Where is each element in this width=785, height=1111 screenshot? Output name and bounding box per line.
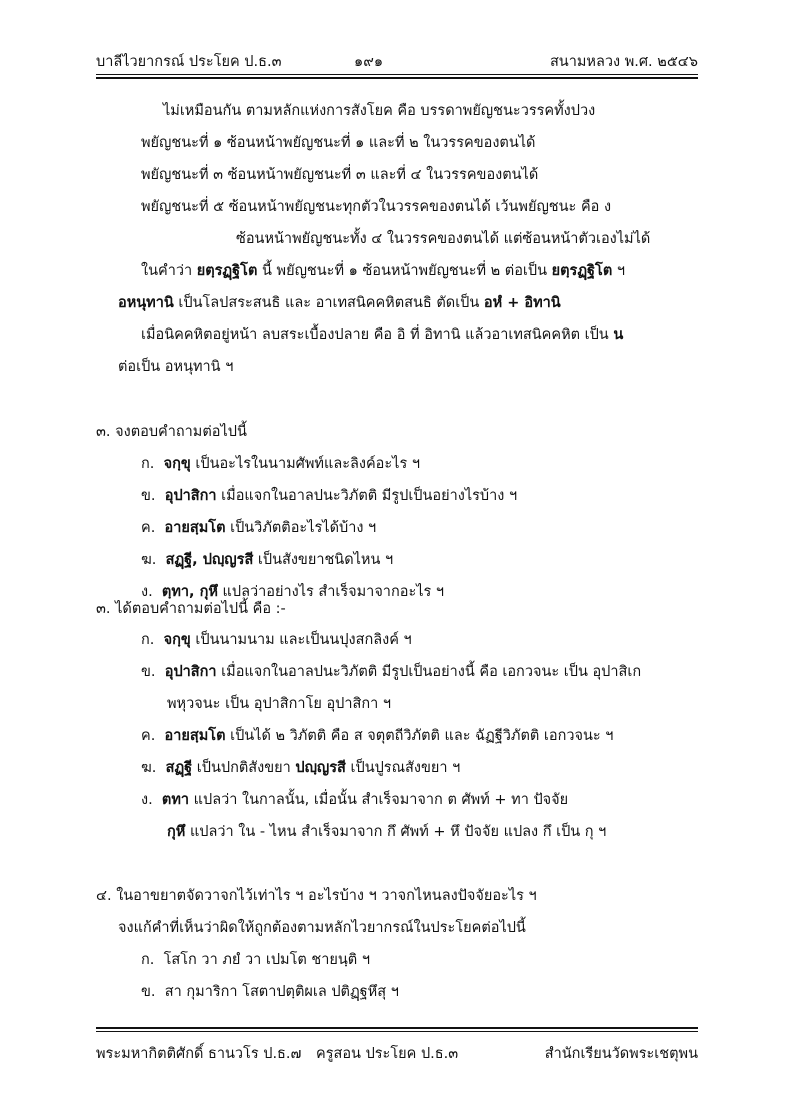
header-right: สนามหลวง พ.ศ. ๒๕๔๖ [549, 54, 698, 70]
question-4-instruction: จงแก้คำที่เห็นว่าผิดให้ถูกต้องตามหลักไวยากรณ์ในประโยคต่อไปนี้ [118, 920, 526, 936]
item-text: แปลว่า ในกาลนั้น, เมื่อนั้น สำเร็จมาจาก ต ศัพท์ + ทา ปัจจัย [189, 792, 569, 808]
body-line-8 [141, 325, 623, 345]
pali-word: อหนุทานิ [118, 295, 174, 311]
pali-word: ปญฺญรสี [295, 760, 346, 776]
body-line-6 [141, 261, 625, 281]
answer-3-item [141, 758, 460, 778]
item-number: ง. [141, 792, 153, 808]
footer-left: พระมหากิตติศักดิ์ ธานวโร ป.ธ.๗ [96, 1046, 302, 1062]
pali-word: ตทา [161, 792, 190, 808]
pali-word: สฏฺฐี, ปญฺญรสี [165, 552, 254, 568]
item-text: แปลว่าอย่างไร สำเร็จมาจากอะไร ฯ [217, 584, 445, 600]
item-number: ข. [141, 664, 156, 680]
text-run: นี้ พยัญชนะที่ ๑ ซ้อนหน้าพยัญชนะที่ ๒ ต่อเป็น [257, 263, 552, 279]
header-rule-thick [96, 77, 698, 79]
footer-rule-thin [96, 1031, 698, 1032]
pali-word: อุปาสิกา [164, 488, 217, 504]
question-4-item [141, 950, 370, 970]
item-number: ฆ. [141, 552, 157, 568]
item-number: ก. [141, 456, 155, 472]
header-left: บาลีไวยากรณ์ ประโยค ป.ธ.๓ [96, 54, 282, 70]
footer-right: สำนักเรียนวัดพระเชตุพน [544, 1046, 698, 1062]
item-text: เป็นได้ ๒ วิภัตติ คือ ส จตุตถีวิภัตติ และ ฉัฏฐีวิภัตติ เอกวจนะ ฯ [225, 728, 614, 744]
question-3-item [141, 550, 393, 570]
item-text: โสโก วา ภยํ วา เปมโต ชายนฺติ ฯ [163, 952, 370, 968]
item-number: ค. [141, 520, 156, 536]
answer-3-continuation [167, 822, 606, 842]
header-rule-thin [96, 74, 698, 75]
item-text: เป็นวิภัตติอะไรได้บ้าง ฯ [225, 520, 377, 536]
body-line-7 [118, 293, 561, 313]
item-text: เมื่อแจกในอาลปนะวิภัตติ มีรูปเป็นอย่างไรบ้าง ฯ [216, 488, 518, 504]
answer-3-item [141, 726, 613, 746]
body-line-9: ต่อเป็น อหนุทานิ ฯ [118, 359, 234, 375]
pali-word: น [613, 327, 624, 343]
item-number: ข. [141, 984, 156, 1000]
text-run: ในคำว่า [141, 263, 197, 279]
pali-word: อุปาสิกา [164, 664, 217, 680]
item-text: เป็นอะไรในนามศัพท์และลิงค์อะไร ฯ [190, 456, 420, 472]
answer-3-item [141, 630, 412, 650]
question-4-title: ๔. ในอาขยาตจัดวาจกไว้เท่าไร ฯ อะไรบ้าง ฯ วาจกไหนลงปัจจัยอะไร ฯ [96, 888, 537, 904]
pali-word: อายสฺมโต [164, 520, 226, 536]
pali-word: ยตฺรฏฺฐิโต [196, 263, 258, 279]
answer-3-title: ๓. ได้ตอบคำถามต่อไปนี้ คือ :- [96, 601, 286, 617]
item-number: ฆ. [141, 760, 157, 776]
answer-3-continuation: พหุวจนะ เป็น อุปาสิกาโย อุปาสิกา ฯ [167, 696, 392, 712]
text-run: เมื่อนิคคหิตอยู่หน้า ลบสระเบื้องปลาย คือ อิ ที่ อิทานิ แล้วอาเทสนิคคหิต เป็น [141, 327, 614, 343]
item-text: แปลว่า ใน - ไหน สำเร็จมาจาก กึ ศัพท์ + หึ ปัจจัย แปลง กึ เป็น กุ ฯ [185, 824, 607, 840]
body-line-4: พยัญชนะที่ ๕ ซ้อนหน้าพยัญชนะทุกตัวในวรรคของตนได้ เว้นพยัญชนะ คือ ง [141, 199, 612, 215]
text-run: ฯ [612, 263, 626, 279]
item-number: ง. [141, 584, 153, 600]
footer-rule-thick [96, 1027, 698, 1029]
item-number: ก. [141, 952, 155, 968]
body-line-5: ซ้อนหน้าพยัญชนะทั้ง ๔ ในวรรคของตนได้ แต่ซ้อนหน้าตัวเองไม่ได้ [236, 231, 651, 247]
body-line-1: ไม่เหมือนกัน ตามหลักแห่งการสังโยค คือ บรรดาพยัญชนะวรรคทั้งปวง [163, 103, 596, 119]
item-text: เป็นสังขยาชนิดไหน ฯ [253, 552, 394, 568]
question-3-item [141, 518, 376, 538]
question-3-item [141, 486, 517, 506]
pali-word: ตฺทา, กุหึ [161, 584, 218, 600]
footer-center: ครูสอน ประโยค ป.ธ.๓ [316, 1046, 459, 1062]
body-line-2: พยัญชนะที่ ๑ ซ้อนหน้าพยัญชนะที่ ๑ และที่ ๒ ในวรรคของตนได้ [141, 135, 536, 151]
pali-word: กุหึ [167, 824, 186, 840]
pali-word: อายสฺมโต [164, 728, 226, 744]
item-number: ข. [141, 488, 156, 504]
question-3-item [141, 454, 420, 474]
page-header [96, 50, 698, 74]
pali-word: จกฺขุ [163, 632, 191, 648]
item-number: ก. [141, 632, 155, 648]
item-text: เป็นปกติสังขยา [192, 760, 296, 776]
item-text: สา กุมาริกา โสตาปตฺติผเล ปติฏฺฐหึสุ ฯ [164, 984, 399, 1000]
text-run: เป็นโลปสระสนธิ และ อาเทสนิคคหิตสนธิ ตัดเป็น [173, 295, 484, 311]
item-text: เป็นนามนาม และเป็นนปุงสกลิงค์ ฯ [190, 632, 412, 648]
answer-3-item [141, 662, 641, 682]
page-number: ๑๙๑ [354, 54, 384, 70]
item-text: เมื่อแจกในอาลปนะวิภัตติ มีรูปเป็นอย่างนี้ คือ เอกวจนะ เป็น อุปาสิเก [216, 664, 642, 680]
pali-word: สฏฺฐี [165, 760, 193, 776]
pali-word: อหํ + อิทานิ [483, 295, 561, 311]
item-number: ค. [141, 728, 156, 744]
question-4-item [141, 982, 399, 1002]
pali-word: จกฺขุ [163, 456, 191, 472]
question-3-title: ๓. จงตอบคำถามต่อไปนี้ [96, 424, 247, 440]
body-line-3: พยัญชนะที่ ๓ ซ้อนหน้าพยัญชนะที่ ๓ และที่ ๔ ในวรรคของตนได้ [141, 167, 539, 183]
page-footer [96, 1042, 698, 1066]
pali-word: ยตฺรฏฺฐิโต [551, 263, 613, 279]
answer-3-item [141, 790, 568, 810]
item-text: เป็นปูรณสังขยา ฯ [345, 760, 461, 776]
